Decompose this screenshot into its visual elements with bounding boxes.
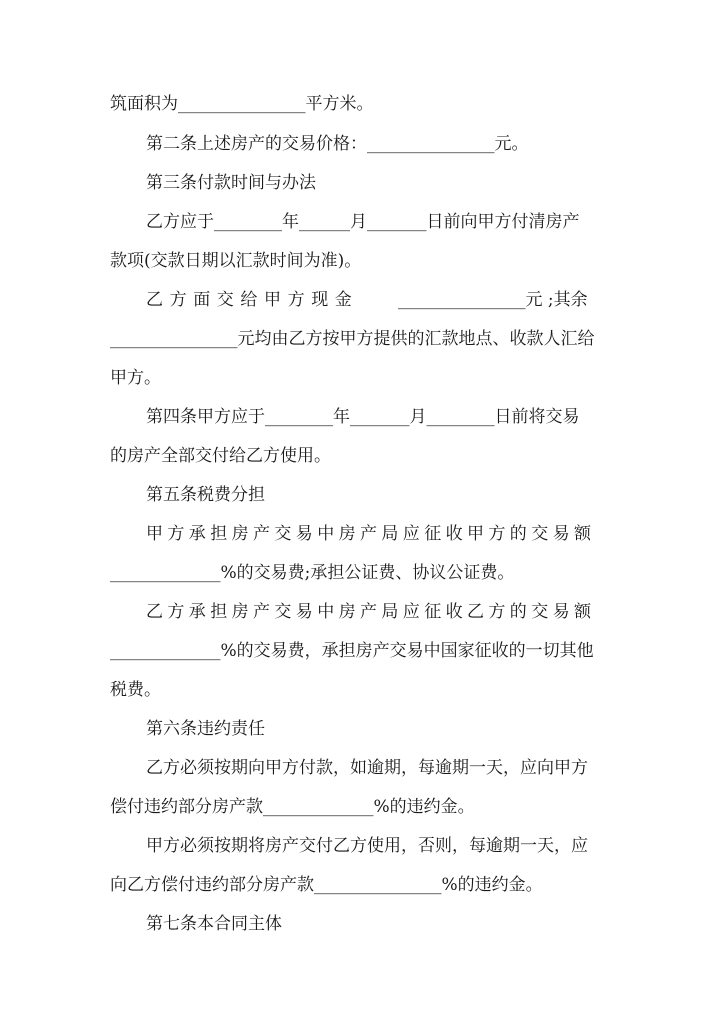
article-2-price: 第二条上述房产的交易价格：_______________元。 — [146, 134, 529, 154]
text-line — [0, 714, 720, 744]
text-line — [0, 558, 720, 588]
text-line — [0, 89, 720, 119]
article-3-party-a: 甲方。 — [110, 368, 161, 388]
article-5-party-a-rate: _____________%的交易费;承担公证费、协议公证费。 — [110, 563, 515, 583]
article-3-payment-note: 款项(交款日期以汇款时间为准)。 — [110, 251, 362, 271]
text-line — [0, 636, 720, 666]
article-5-party-b-fee: 乙方承担房产交易中房产局应征收乙方的交易额 — [146, 602, 596, 622]
article-6-party-b-penalty: 偿付违约部分房产款_____________%的违约金。 — [110, 797, 475, 817]
text-line — [0, 675, 720, 705]
text-line — [0, 168, 720, 198]
article-5-party-b-rate: _____________%的交易费，承担房产交易中国家征收的一切其他 — [110, 641, 594, 661]
article-6-party-a-duty: 甲方必须按期将房产交付乙方使用，否则，每逾期一天，应 — [146, 836, 588, 856]
text-line — [0, 519, 720, 549]
article-7-heading: 第七条本合同主体 — [146, 914, 282, 934]
article-3-payment-date: 乙方应于________年______月_______日前向甲方付清房产 — [146, 212, 580, 232]
text-line — [0, 909, 720, 939]
article-6-heading: 第六条违约责任 — [146, 719, 265, 739]
article-5-taxes: 税费。 — [110, 680, 161, 700]
article-3-cash-label: 乙方面交给甲方现金 — [146, 290, 359, 310]
article-6-party-a-penalty: 向乙方偿付违约部分房产款_______________%的违约金。 — [110, 875, 543, 895]
text-line — [0, 792, 720, 822]
article-3-cash-amount: _______________元 ;其余 — [398, 290, 588, 310]
text-line — [0, 870, 720, 900]
article-6-party-b-duty: 乙方必须按期向甲方付款，如逾期，每逾期一天，应向甲方 — [146, 758, 588, 778]
text-line — [0, 363, 720, 393]
text-line — [0, 129, 720, 159]
text-line — [0, 402, 720, 432]
text-line — [0, 246, 720, 276]
text-line — [0, 441, 720, 471]
article-4-delivery-date: 第四条甲方应于________年_______月________日前将交易 — [146, 407, 580, 427]
article-5-heading: 第五条税费分担 — [146, 485, 265, 505]
text-line — [0, 324, 720, 354]
text-line — [0, 480, 720, 510]
article-5-party-a-fee: 甲方承担房产交易中房产局应征收甲方的交易额 — [146, 524, 596, 544]
text-line — [0, 753, 720, 783]
text-line — [0, 597, 720, 627]
text-line — [0, 207, 720, 237]
article-3-remittance: _______________元均由乙方按甲方提供的汇款地点、收款人汇给 — [110, 329, 595, 349]
area-clause-line: 筑面积为_______________平方米。 — [110, 94, 374, 114]
text-line — [0, 285, 720, 315]
article-3-heading: 第三条付款时间与办法 — [146, 173, 316, 193]
text-line — [0, 831, 720, 861]
article-4-delivery-note: 的房产全部交付给乙方使用。 — [110, 446, 331, 466]
